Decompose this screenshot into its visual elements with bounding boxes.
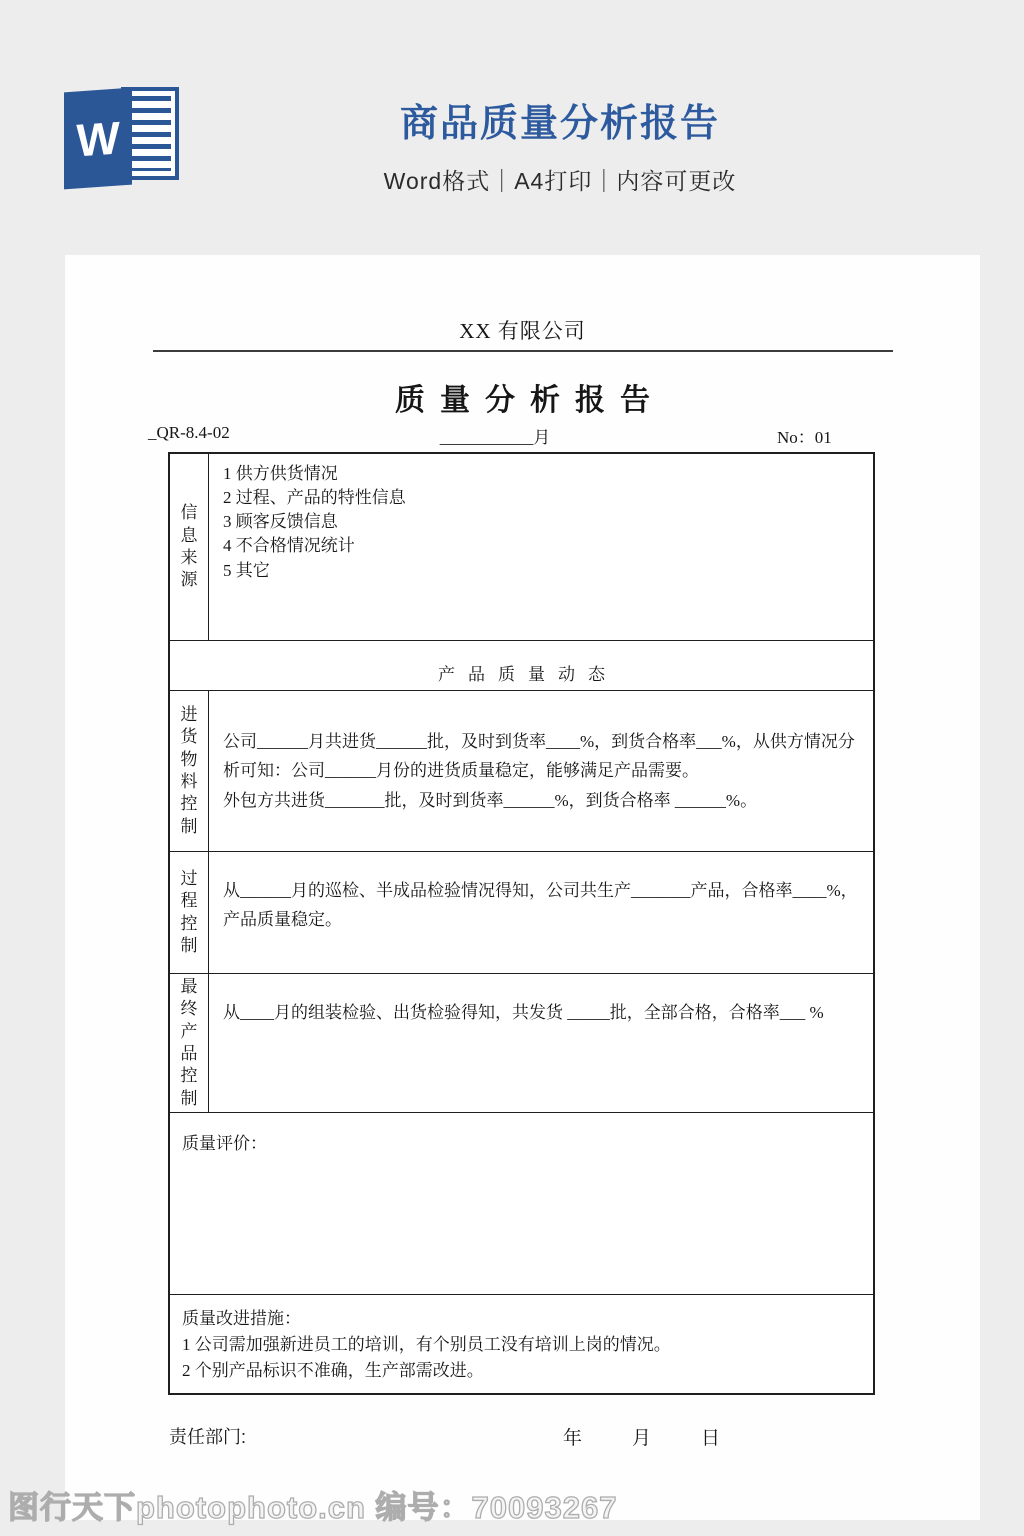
incoming-paragraph: 外包方共进货_______批，及时到货率______%，到货合格率 ______%。 <box>223 790 758 810</box>
document-page <box>65 255 980 1520</box>
report-title: 质量分析报告 <box>395 384 665 417</box>
table-row-improvement-measures <box>170 1294 873 1393</box>
section-title: 产品质量动态 <box>438 664 618 684</box>
table-row-incoming-control <box>170 690 873 851</box>
row-header-incoming-control: 进货物料控制 <box>170 691 209 851</box>
improvement-line: 1 公司需加强新进员工的培训，有个别员工没有培训上岗的情况。 <box>182 1334 671 1354</box>
final-product-paragraph: 从____月的组装检验、出货检验得知，共发货 _____批，全部合格，合格率___ % <box>223 1003 824 1022</box>
header-divider <box>153 350 893 352</box>
company-name: XX 有限公司 <box>459 319 586 343</box>
improvement-content <box>170 1295 873 1393</box>
process-paragraph: 从______月的巡检、半成品检验情况得知，公司共生产_______产品，合格率____%，产品质量稳定。 <box>223 881 858 930</box>
row-header-final-product-control: 最终产品控制 <box>170 974 209 1112</box>
process-control-content <box>209 852 873 973</box>
quality-report-table <box>168 452 875 1395</box>
template-subtitle: Word格式｜A4打印｜内容可更改 <box>383 168 737 194</box>
info-source-line: 3 顾客反馈信息 <box>223 512 338 532</box>
report-number: No：01 <box>777 428 832 447</box>
template-title: 商品质量分析报告 <box>399 103 720 145</box>
table-row-section-title <box>170 640 873 690</box>
preview-header-text <box>160 92 960 196</box>
site-watermark: 图行天下photophoto.cn 编号：70093267 <box>8 1490 618 1525</box>
info-source-line: 4 不合格情况统计 <box>223 536 355 556</box>
info-source-line: 5 其它 <box>223 560 270 580</box>
improvement-label: 质量改进措施： <box>182 1309 301 1328</box>
table-row-quality-evaluation <box>170 1112 873 1294</box>
responsible-department-label: 责任部门: <box>169 1427 247 1447</box>
table-row-process-control <box>170 851 873 973</box>
incoming-paragraph: 公司______月共进货______批，及时到货率____%，到货合格率___%，从供方情况分析可知：公司______月份的进货质量稳定，能够满足产品需要。 <box>223 732 855 781</box>
table-row-final-product-control <box>170 973 873 1112</box>
word-logo-panel-icon <box>64 88 132 190</box>
info-source-line: 2 过程、产品的特性信息 <box>223 488 406 508</box>
month-blank-field: ___________月 <box>439 428 551 447</box>
table-row-info-source <box>170 454 873 640</box>
quality-evaluation-label: 质量评价： <box>182 1134 267 1153</box>
improvement-line: 2 个别产品标识不准确，生产部需改进。 <box>182 1360 484 1380</box>
row-header-process-control: 过程控制 <box>170 852 209 973</box>
info-source-line: 1 供方供货情况 <box>223 464 338 483</box>
incoming-control-content <box>209 691 873 851</box>
date-label: 年 月 日 <box>563 1428 725 1449</box>
preview-header <box>0 0 1024 255</box>
final-product-content <box>209 974 873 1112</box>
doc-number: _QR-8.4-02 <box>148 423 230 442</box>
word-logo-letter: W <box>76 110 120 167</box>
row-header-info-source: 信息来源 <box>170 454 209 640</box>
info-source-content <box>209 454 873 640</box>
report-meta-line <box>65 423 980 447</box>
